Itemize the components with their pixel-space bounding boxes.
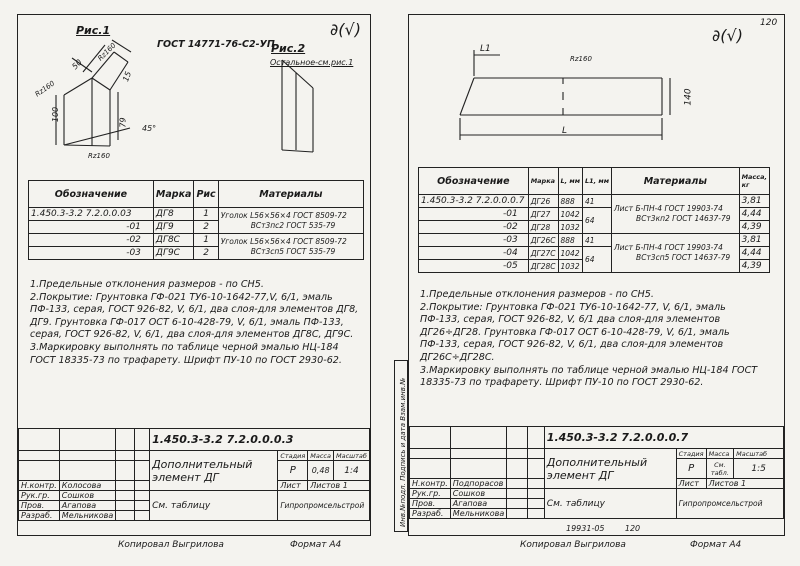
note-1: 1.Предельные отклонения размеров - по СН5. (30, 279, 264, 290)
right-notes (420, 289, 758, 390)
right-footer-copy: Копировал Выгрилова (520, 540, 626, 550)
fig1-rz-left: Rz160 (33, 79, 57, 99)
table-row: -05 ДГ28С 1032 4,39 (419, 260, 770, 273)
fig1-dim-50: 50 (70, 57, 84, 72)
left-ref: См. таблицу (150, 491, 278, 521)
fig1-label: Рис.1 (76, 24, 111, 37)
spec-header-row: Обозначение Марка L, мм L1, мм Материалы Масса, кг (419, 168, 770, 195)
material-cell: Уголок L56×56×4 ГОСТ 8509-72 ВСт3сп5 ГОСТ 535-79 (218, 234, 363, 260)
right-stamp-mark: ∂(√) (712, 26, 743, 45)
left-title-block: 1.450.3-3.2 7.2.0.0.0.3 Дополнительный элемент ДГ Стадия Масса Масштаб Р 0,48 1:4 Н.контр. Колосова Лист Листов 1 Рук.гр. Сошков См. таблицу Гипропромсельстрой Пров. Агапова Разраб. Мельникова (18, 428, 370, 521)
left-stamp-mark: ∂(√) (330, 20, 361, 39)
right-dim-rz: Rz160 (570, 55, 592, 63)
table-row: -01 ДГ27 1042 64 4,44 (419, 208, 770, 221)
material-cell: Лист Б-ПН-4 ГОСТ 19903-74 ВСт3сп5 ГОСТ 14637-79 (612, 234, 740, 273)
right-footer-format: Формат А4 (690, 540, 742, 550)
note-3: 3.Маркировку выполнять по таблице черной эмалью НЦ-184 ГОСТ 18335-73 по трафарету. Шрифт ПУ-10 по ГОСТ 2930-62. (420, 364, 758, 389)
side-strip-text: Инв.№подл. Подпись и дата Взам.инв.№ (399, 377, 407, 527)
left-org: Гипропромсельстрой (278, 491, 370, 521)
fig1-standard: ГОСТ 14771-76-С2-УП (157, 39, 275, 50)
table-row: -02 ДГ8С 1 Уголок L56×56×4 ГОСТ 8509-72 ВСт3сп5 ГОСТ 535-79 (29, 234, 364, 247)
table-row: -04 ДГ27С 1042 64 4,44 (419, 247, 770, 260)
fig1-rz-bottom: Rz160 (88, 152, 110, 160)
bottom-numbers: 19931-05 120 (566, 524, 641, 533)
left-doc-code: 1.450.3-3.2 7.2.0.0.0.3 (150, 429, 370, 451)
col-materials: Материалы (218, 181, 363, 208)
fig1-dim-100: 100 (51, 106, 61, 123)
table-row: -02 ДГ28 1032 4,39 (419, 221, 770, 234)
right-org: Гипропромсельстрой (676, 489, 783, 519)
material-cell: Уголок L56×56×4 ГОСТ 8509-72 ВСт3пс2 ГОСТ 535-79 (218, 208, 363, 234)
left-footer-format: Формат А4 (290, 540, 342, 550)
fig2-note: Остальное-см.рис.1 (270, 58, 354, 67)
right-doc-name: Дополнительный элемент ДГ (544, 449, 676, 489)
right-spec-table (418, 167, 770, 273)
note-1: 1.Предельные отклонения размеров - по СН5. (420, 289, 654, 300)
table-row: 1.450.3-3.2 7.2.0.0.03 ДГ8 1 Уголок L56×56×4 ГОСТ 8509-72 ВСт3пс2 ГОСТ 535-79 (29, 208, 364, 221)
right-ref: См. таблицу (544, 489, 676, 519)
fig1-dim-79: 79 (118, 117, 128, 128)
note-3: 3.Маркировку выполнять по таблице черной эмалью НЦ-184 ГОСТ 18335-73 по трафарету. Шрифт ПУ-10 по ГОСТ 2930-62. (30, 341, 342, 366)
page-corner: 120 (760, 18, 778, 28)
right-dim-140: 140 (683, 88, 694, 106)
right-doc-code: 1.450.3-3.2 7.2.0.0.0.7 (544, 427, 783, 449)
fig2-label: Рис.2 (271, 42, 306, 55)
note-2: 2.Покрытие: Грунтовка ГФ-021 ТУ6-10-1642-77, V, 6/1, эмаль ПФ-133, серая, ГОСТ 926-82, V, 6/1 два слоя-для элементов ДГ26÷ДГ28. Грунтовка ГФ-017 ОСТ 6-10-428-79, V, 6/1, эмаль ПФ-133, серая, ГОСТ 926-82, V, 6/1, два слоя-для элементов ДГ26С÷ДГ28С. (420, 301, 730, 363)
col-fig: Рис (194, 181, 218, 208)
right-dim-l: L (562, 126, 568, 136)
right-title-block: 1.450.3-3.2 7.2.0.0.0.7 Дополнительный элемент ДГ Стадия Масса Масштаб Р См. табл. 1:5 Н.контр. Подпорасов Лист Листов 1 Рук.гр. Сошков См. таблицу Гипропромсельстрой Пров. Агапова Разраб. Мельникова (409, 426, 784, 519)
table-row: -03 ДГ9С 2 (29, 247, 364, 260)
fig1-dim-15: 15 (121, 70, 134, 83)
col-designation: Обозначение (29, 181, 154, 208)
table-row: -01 ДГ9 2 (29, 221, 364, 234)
note-2: 2.Покрытие: Грунтовка ГФ-021 ТУ6-10-1642-77,V, 6/1, эмаль ПФ-133, серая, ГОСТ 926-82, V, 6/1, два слоя-для элементов ДГ8, ДГ9. Грунтовка ГФ-017 ОСТ 6-10-428-79, V, 6/1, эмаль ПФ-133, серая, ГОСТ 926-82, V, 6/1, два слоя-для элементов ДГ8С, ДГ9С. (30, 291, 359, 341)
col-mark: Марка (153, 181, 194, 208)
table-row: -03 ДГ26С 888 41 Лист Б-ПН-4 ГОСТ 19903-74 ВСт3сп5 ГОСТ 14637-79 3,81 (419, 234, 770, 247)
left-doc-name: Дополнительный элемент ДГ (150, 451, 278, 491)
material-cell: Лист Б-ПН-4 ГОСТ 19903-74 ВСт3кп2 ГОСТ 14637-79 (612, 195, 740, 234)
left-footer-copy: Копировал Выгрилова (118, 540, 224, 550)
right-dim-l1: L1 (480, 44, 491, 54)
table-row: 1.450.3-3.2 7.2.0.0.0.7 ДГ26 888 41 Лист Б-ПН-4 ГОСТ 19903-74 ВСт3кп2 ГОСТ 14637-79 3,81 (419, 195, 770, 208)
fig1-angle: 45° (142, 124, 157, 133)
fig1-rz-top: Rz160 (96, 41, 118, 63)
